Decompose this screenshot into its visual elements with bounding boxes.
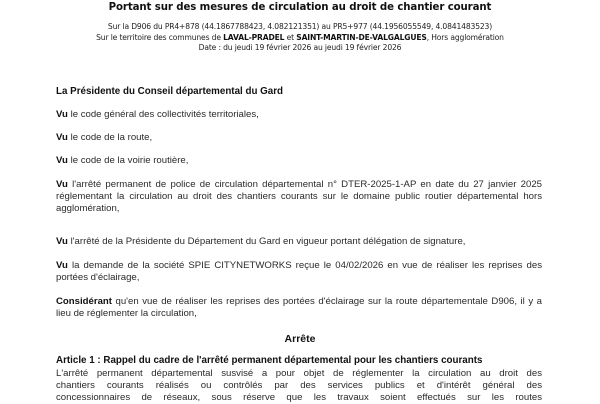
consideration-text: le code général des collectivités territoriales,: [67, 109, 259, 120]
consideration-lead: Vu: [56, 260, 68, 271]
consideration-lead: Considérant: [56, 296, 112, 307]
consideration-text: l'arrêté permanent de police de circulation départemental n° DTER-2025-1-AP en date du 27 janvier 2025 réglementant la circulation au droit des chantiers courants sur le domaine public routier départemental hors agglomération,: [56, 179, 542, 214]
consideration-3: [56, 155, 542, 167]
commune-saint-martin: SAINT-MARTIN-DE-VALGALGUES: [296, 32, 427, 42]
consideration-lead: Vu: [56, 132, 68, 143]
consideration-text: le code de la voirie routière,: [67, 155, 189, 166]
consideration-6: [56, 260, 542, 284]
territory-connector: et: [284, 32, 297, 42]
commune-laval-pradel: LAVAL-PRADEL: [223, 32, 285, 42]
article-1-title: Article 1 : Rappel du cadre de l'arrêté permanent départemental pour les chantiers courants: [56, 355, 483, 366]
date-line: Date : du jeudi 19 février 2026 au jeudi 19 février 2026: [198, 43, 402, 52]
consideration-text: la demande de la société SPIE CITYNETWORKS reçue le 04/02/2026 en vue de réaliser les reprises des portées d'éclairage,: [56, 260, 542, 283]
consideration-text: le code de la route,: [67, 132, 153, 143]
consideration-7: [56, 296, 542, 320]
article-1-line: concessionnaires de réseaux, sous réserve que les travaux soient effectués sur les routes: [56, 392, 542, 403]
territory-prefix: Sur le territoire des communes de: [96, 32, 224, 42]
document-title: Portant sur des mesures de circulation au droit de chantier courant: [108, 2, 492, 13]
consideration-lead: Vu: [56, 179, 68, 190]
consideration-lead: Vu: [56, 155, 68, 166]
authority-heading: La Présidente du Conseil départemental du Gard: [56, 86, 284, 97]
consideration-text: qu'en vue de réaliser les reprises des portées d'éclairage sur la route départementale D906, il y a lieu de réglementer la circulation,: [56, 296, 542, 319]
article-1-body: [56, 368, 542, 404]
consideration-1: [56, 109, 542, 121]
territory-suffix: , Hors agglomération: [426, 32, 504, 42]
decision-heading: Arrête: [284, 333, 316, 345]
consideration-lead: Vu: [56, 236, 68, 247]
consideration-text: l'arrêté de la Présidente du Département du Gard en vigueur portant délégation de signature,: [67, 236, 466, 247]
territory-line: [0, 33, 600, 42]
location-line: Sur la D906 du PR4+878 (44.1867788423, 4.082121351) au PR5+977 (44.1956055549, 4.0841483523): [107, 22, 493, 31]
consideration-2: [56, 132, 542, 144]
consideration-5: [56, 236, 542, 248]
consideration-4: [56, 179, 542, 215]
article-1-line: L'arrêté permanent départemental susvisé a pour objet de réglementer la circulation au droit des: [56, 368, 542, 379]
consideration-lead: Vu: [56, 109, 68, 120]
article-1-line: chantiers courants réalisés ou contrôlés par des services publics et d'intérêt général des: [56, 380, 542, 391]
